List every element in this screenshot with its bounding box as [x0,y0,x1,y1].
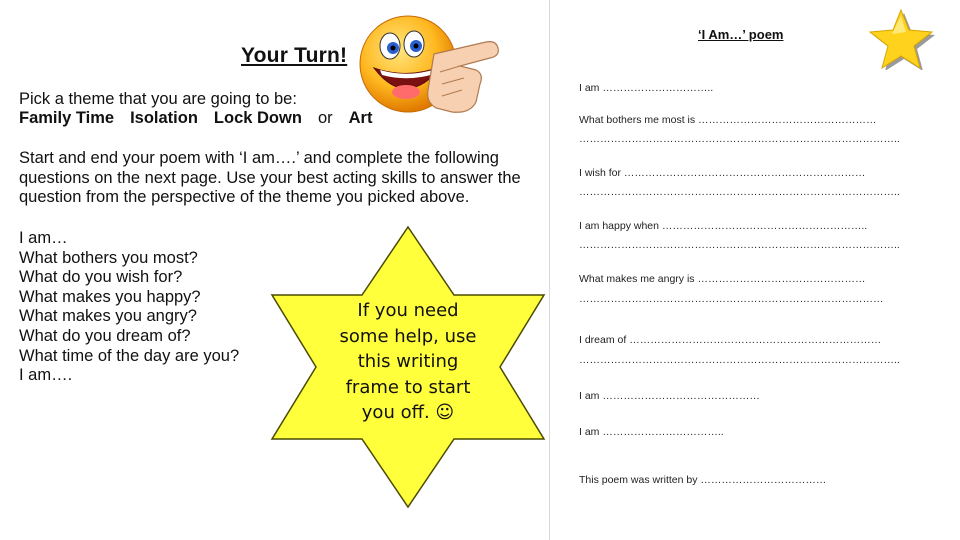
page-divider [549,0,550,540]
list-item: I am…. [19,366,73,385]
star-icon [862,6,936,70]
list-item: What bothers you most? [19,248,198,267]
list-item: What makes you happy? [19,287,201,306]
poem-line-bothers: What bothers me most is …………………………………………… [579,114,877,126]
poem-line-continuation: ……………………………………………………………………………….. [579,186,900,198]
theme-art: Art [348,109,373,127]
help-line: you off. ☺ [361,402,455,423]
help-line: this writing [357,351,459,372]
help-line: some help, use [339,325,477,347]
help-star-text [318,298,498,426]
poem-line-continuation: …………………………………………………………………………… [579,293,884,305]
poem-line-dream: I dream of ……………………………………………………………… [579,334,882,346]
poem-line-angry: What makes me angry is ………………………………………… [579,273,866,285]
help-line: If you need [357,300,459,321]
poem-frame-title: ‘I Am…’ poem [698,27,784,42]
page-title: Your Turn! [241,44,348,67]
help-line: frame to start [345,376,471,398]
list-item: What makes you angry? [19,307,197,326]
poem-line-wish: I wish for …………………………………………………………… [579,167,866,179]
poem-line-continuation: ……………………………………………………………………………….. [579,354,900,366]
theme-intro: Pick a theme that you are going to be: [19,90,297,108]
poem-line-author: This poem was written by ……………………………… [579,474,827,486]
theme-family-time: Family Time [19,109,115,127]
question-list [19,229,239,386]
or-word: or [317,109,333,127]
poem-line-i-am-2: I am ……………………………………… [579,390,760,402]
list-item: What do you dream of? [19,326,191,345]
theme-lock-down: Lock Down [213,109,302,127]
poem-line-happy: I am happy when ………………………………………………….. [579,220,868,232]
theme-isolation: Isolation [130,109,198,127]
poem-line-i-am: I am ………………………….. [579,82,714,94]
pointing-emoji-icon [356,14,516,122]
theme-options [19,109,388,128]
poem-line-i-am-3: I am …………………………….. [579,426,724,438]
instructions-text: Start and end your poem with ‘I am….’ and complete the following questions on the next page. Use your best acting skills to answer the question from the perspective of the theme you picked above. [19,149,521,206]
poem-line-continuation: ……………………………………………………………………………….. [579,133,900,145]
list-item: What do you wish for? [19,268,183,287]
list-item: What time of the day are you? [19,346,240,365]
poem-line-continuation: ……………………………………………………………………………….. [579,239,900,251]
list-item: I am… [19,229,68,247]
